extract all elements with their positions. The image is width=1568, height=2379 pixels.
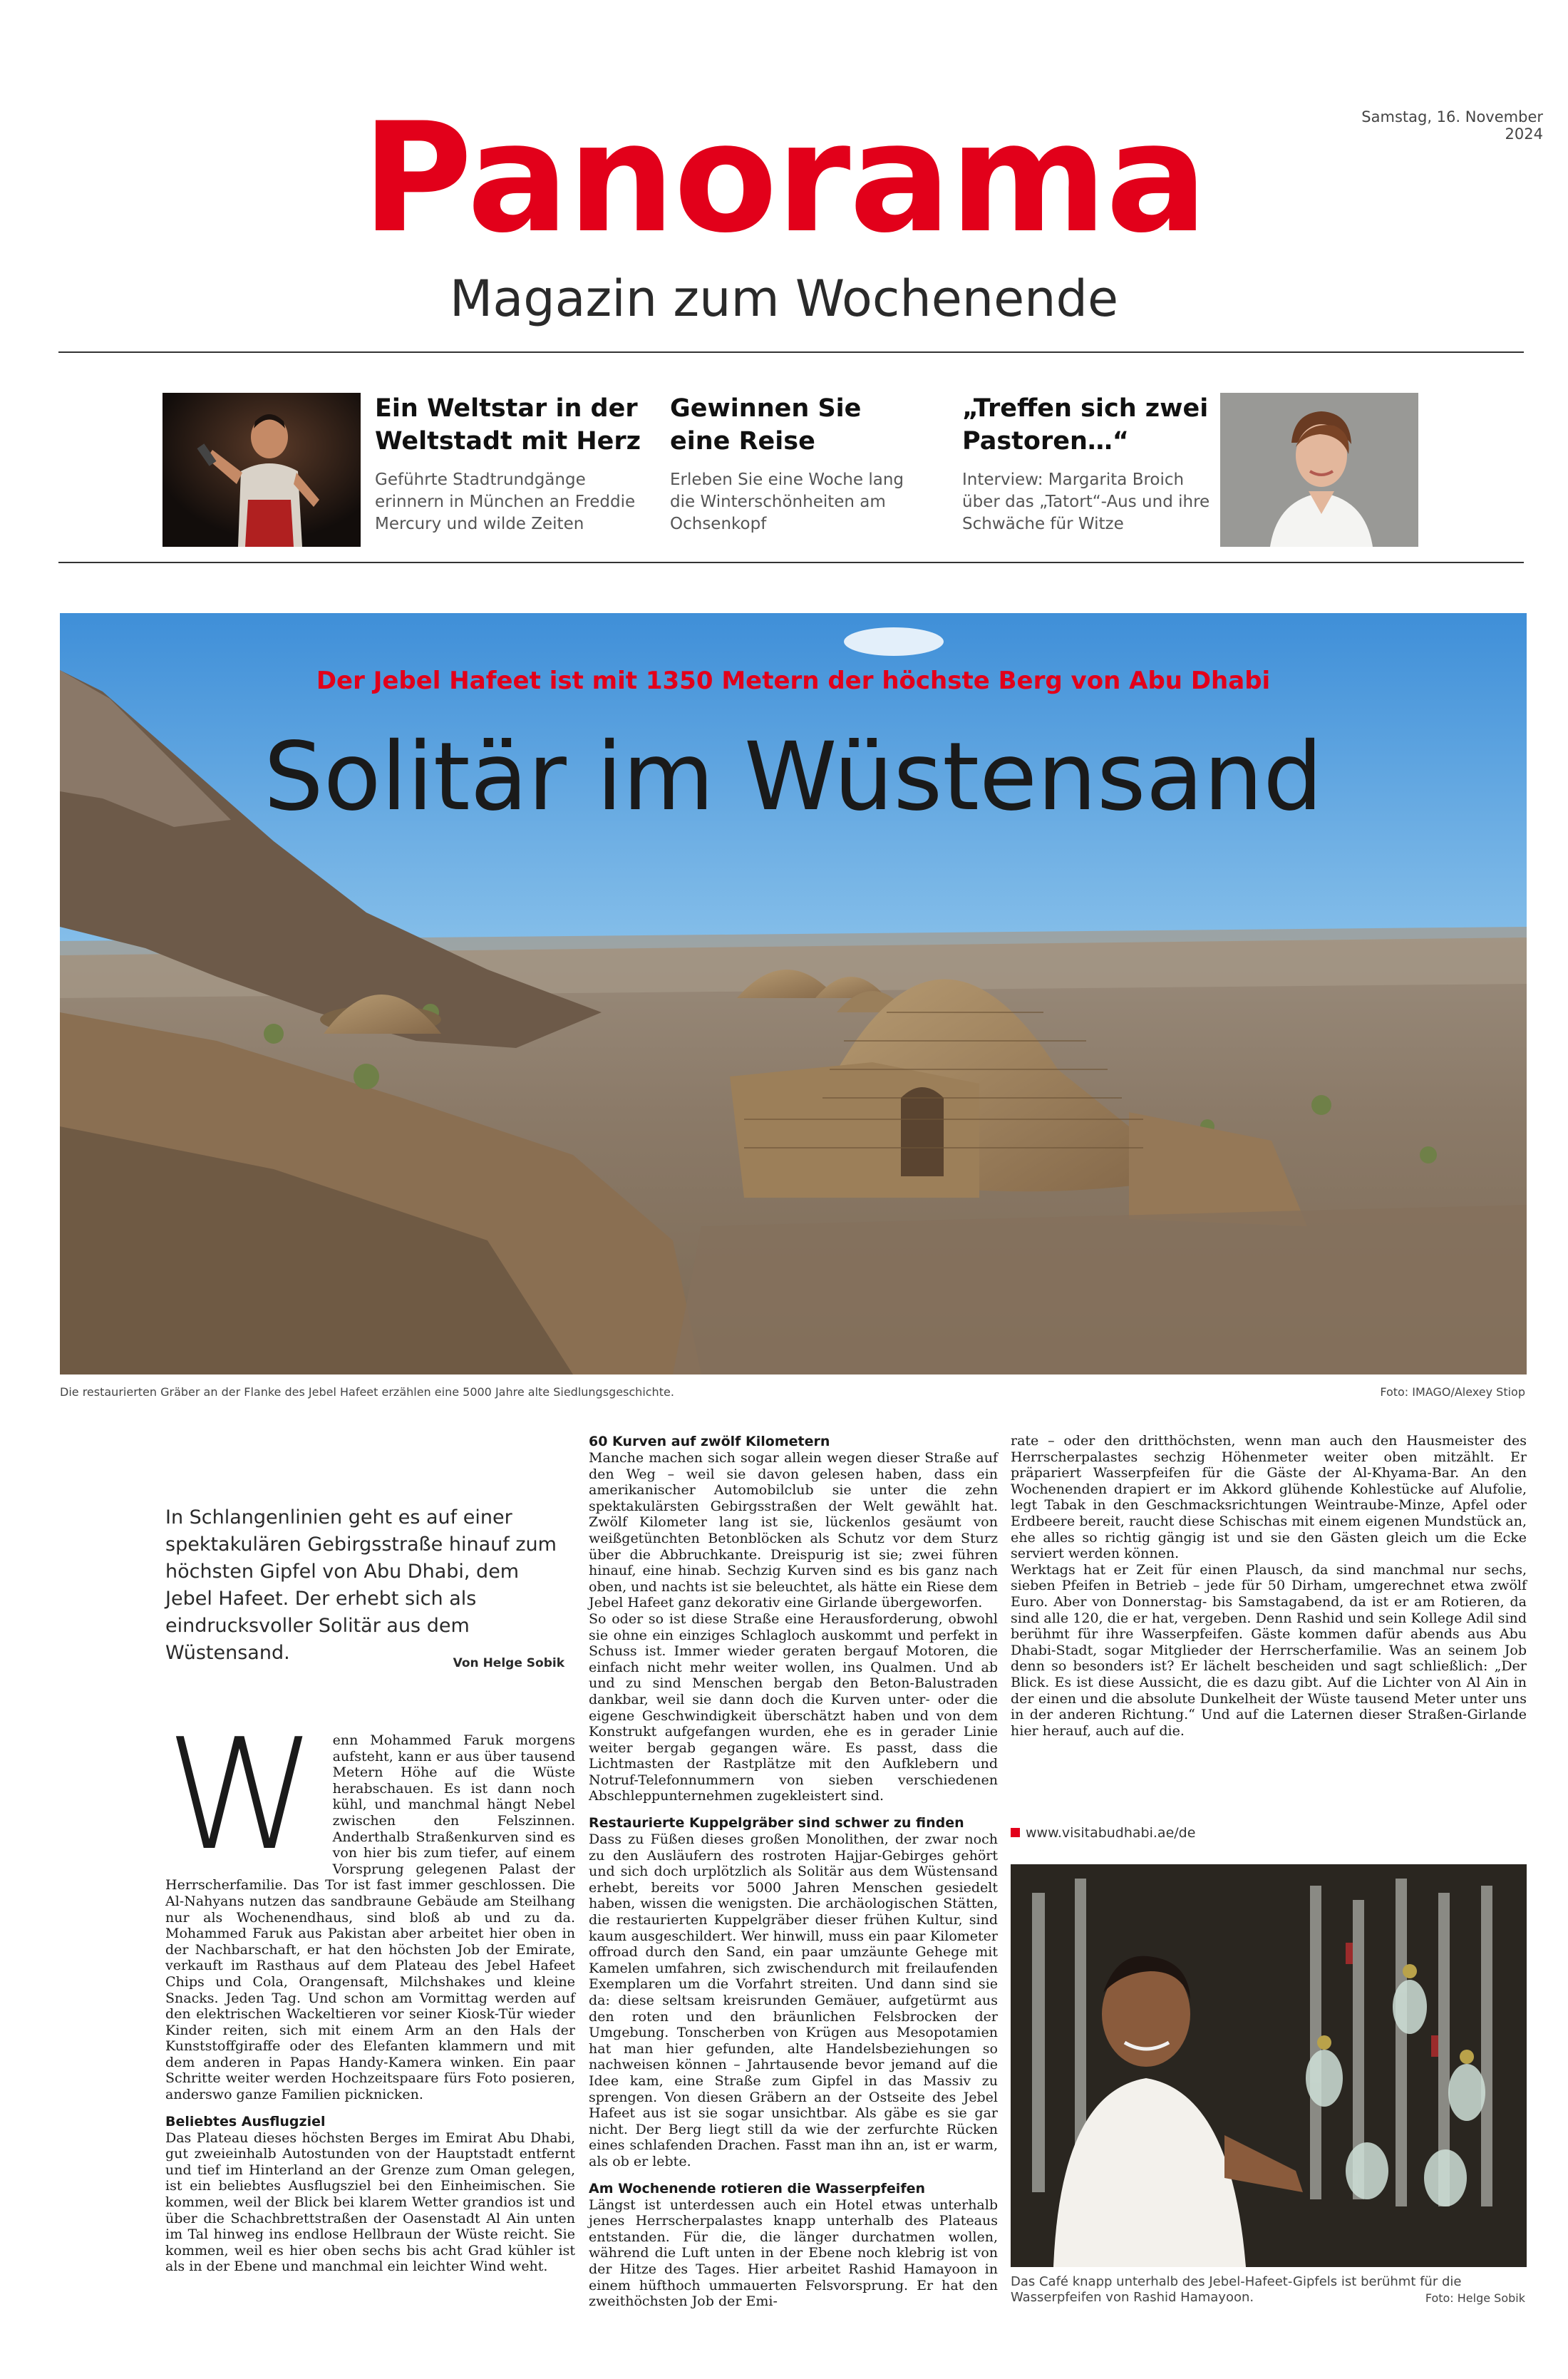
article-kicker: Der Jebel Hafeet ist mit 1350 Metern der höchste Berg von Abu Dhabi [316, 667, 1271, 695]
teaser-image-concert[interactable] [163, 393, 361, 547]
col2-paragraph-4: Längst ist unterdessen auch ein Hotel etwas unterhalb jenes Herrscherpalastes knapp unterhalb des Plateaus entstanden. Für die, die länger durchatmen wollen, während die Luft unten in der Ebene noch klebrig ist von der Hitze des Tages. Hier arbeitet Rashid Hamayoon in einem hüfthoch ummauerten Felsvorsprung. Er hat den zweithöchsten Job der Emi- [589, 2196, 998, 2310]
byline: Von Helge Sobik [453, 1656, 564, 1670]
col2-subheading-1: 60 Kurven auf zwölf Kilometern [589, 1434, 830, 1449]
masthead-rule [58, 351, 1524, 353]
dropcap: W [165, 1705, 317, 1884]
col2-subheading-2: Restaurierte Kuppelgräber sind schwer zu finden [589, 1815, 964, 1831]
col3-paragraph-2: Werktags hat er Zeit für einen Plausch, da sind manchmal nur sechs, sieben Pfeifen in Betrieb – jede für 50 Dirham, umgerechnet etwa zwölf Euro. Aber von Donnerstag- bis Samstagabend, da ist er am Rotieren, da sind alle 120, die er hat, vergeben. Denn Rashid und sein Kollege Adil sind berühmt für ihre Wasserpfeifen. Gäste kommen dafür abends aus Abu Dhabi-Stadt, sogar Mitglieder der Herrscherfamilie. Was an seinem Job denn so besonders ist? Er lächelt bescheiden und sagt schließlich: „Der Blick. Es ist diese Aussicht, die es dazu gibt. Auf die Lichter von Al Ain in der einen und die absolute Dunkelheit der Wüste tausend Meter unter uns in der anderen Richtung.“ Und auf die Laternen dieser Straßen-Girlande hier herauf, auch auf die. [1011, 1561, 1527, 1739]
info-link[interactable] [1011, 1825, 1195, 1841]
issue-date: Samstag, 16. November 2024 [1361, 108, 1543, 143]
col2-paragraph-1: Manche machen sich sogar allein wegen dieser Straße auf den Weg – weil sie davon gelesen haben, dass ein amerikanischer Automobilclub sie unter die zehn spektakulärsten Gebirgsstraßen der Welt gewählt hat. Zwölf Kilometer lang ist sie, lückenlos gesäumt von weißgetünchten Betonblöcken als Schutz vor dem Sturz über die Abbruchkante. Dreispurig ist sie; zwei führen hinauf, eine hinab. Sechzig Kurven sind es bis ganz nach oben, und nachts ist sie beleuchtet, als hätte ein Riese dem Jebel Hafeet ganz dekorativ eine Girlande übergeworfen. [589, 1450, 998, 1611]
teaser-text-weltstar: Geführte Stadtrundgänge erinnern in München an Freddie Mercury und wilde Zeiten [375, 471, 636, 533]
link-text[interactable]: www.visitabudhabi.ae/de [1026, 1825, 1196, 1841]
lead-text: In Schlangenlinien geht es auf einer spektakulären Gebirgsstraße hinauf zum höchsten Gipfel von Abu Dhabi, dem Jebel Hafeet. Der erhebt sich als eindrucksvoller Solitär aus dem Wüstensand. [165, 1506, 557, 1664]
teaser-text-pastoren: Interview: Margarita Broich über das „Tatort“-Aus und ihre Schwäche für Witze [962, 471, 1210, 533]
photo-caption: Das Café knapp unterhalb des Jebel-Hafeet-Gipfels ist berühmt für die Wasserpfeifen von Rashid Hamayoon. [1011, 2274, 1462, 2305]
article-column-3 [1011, 1433, 1527, 1739]
masthead-title: Panorama [361, 90, 1207, 266]
teaser-title-reise[interactable]: Gewinnen Sie eine Reise [670, 394, 862, 456]
col1-subheading: Beliebtes Ausflugziel [165, 2113, 326, 2129]
col1-paragraph-2: Das Plateau dieses höchsten Berges im Emirat Abu Dhabi, gut zweieinhalb Autostunden von der Hauptstadt entfernt und tief im Hinterland an der Grenze zum Oman gelegen, ist ein beliebtes Ausflugsziel bei den Einheimischen. Sie kommen, weil der Blick bei klarem Wetter grandios ist und über die Schachbrettstraßen der Oasenstadt Al Ain unten im Tal hinweg ins endlose Hellbraun der Wüste reicht. Sie kommen, weil es hier oben sechs bis acht Grad kühler ist als in der Ebene und manchmal ein leichter Wind weht. [165, 2129, 575, 2275]
teaser-title-weltstar[interactable]: Ein Weltstar in der Weltstadt mit Herz [375, 394, 641, 456]
article-lead [165, 1504, 564, 1677]
teaser-title-pastoren[interactable]: „Treffen sich zwei Pastoren…“ [962, 394, 1209, 456]
col2-paragraph-2: So oder so ist diese Straße eine Herausforderung, obwohl sie ohne ein einziges Schlagloch auskommt und perfekt in Schuss ist. Immer wieder geraten bergauf Motoren, die einfach nicht mehr weiter wollen, ins Qualmen. Und ab und zu sind Menschen bergab den Beton-Balustraden dankbar, weil sie dann doch die Kurven unter- oder die eigene Geschwindigkeit überschätzt haben und von dem Konstrukt aufgefangen wurden, ehe es in gerader Linie weiter bergab gegangen wäre. Es passt, dass die Lichtmasten der Rastplätze mit den Aufklebern und Notruf-Telefonnummern von sieben verschiedenen Abschleppunternehmen zugekleistert sind. [589, 1610, 998, 1804]
col1-paragraph-1: enn Mohammed Faruk morgens aufsteht, kann er aus über tausend Metern Höhe auf die Wüste herabschauen. Es ist dann noch kühl, und manchmal hängt Nebel zwischen den Felszinnen. Anderthalb Straßenkurven sind es von hier bis zum tiefer, auf einem Vorsprung gelegenen Palast der Herrscherfamilie. Das Tor ist fast immer geschlossen. Die Al-Nahyans nutzen das sandbraune Gebäude am Steilhang nur als Wochenendhaus, sind bloß ab und zu da. Mohammed Faruk aus Pakistan aber arbeitet hier oben in der Nachbarschaft, er hat den höchsten Job der Emirate, verkauft im Rasthaus auf dem Plateau des Jebel Hafeet Chips und Cola, Orangensaft, Milchshakes und kleine Snacks. Jeden Tag. Und schon am Vormittag werden auf den elektrischen Wackeltieren vor seiner Kiosk-Tür wieder Kinder reiten, sich mit einem Arm an den Hals der Kunststoffgiraffe oder des Elefanten klammern und mit dem anderen in Papas Handy-Kamera winken. Ein paar Schritte weiter werden Hochzeitspaare fürs Foto posieren, anderswo ganze Familien picknicken. [165, 1732, 575, 2103]
col2-subheading-3: Am Wochenende rotieren die Wasserpfeifen [589, 2180, 926, 2196]
hero-caption: Die restaurierten Gräber an der Flanke des Jebel Hafeet erzählen eine 5000 Jahre alte Siedlungsgeschichte. [60, 1385, 674, 1399]
link-bullet-icon [1011, 1828, 1020, 1837]
teaser-text-reise: Erleben Sie eine Woche lang die Winterschönheiten am Ochsenkopf [670, 471, 904, 533]
photo-credit: Foto: Helge Sobik [1425, 2291, 1525, 2305]
photo-hookah-cafe[interactable] [1011, 1864, 1527, 2267]
col2-paragraph-3: Dass zu Füßen dieses großen Monolithen, der zwar noch zu den Ausläufern des rostroten Hajjar-Gebirges gehört und sich doch urplötzlich als Solitär aus dem Wüstensand erhebt, bereits vor 5000 Jahren Menschen gesiedelt haben, wissen die wenigsten. Die archäologischen Stätten, die restaurierten Kuppelgräber dieser frühen Kultur, sind kaum ausgeschildert. Wer hinwill, muss ein paar Kilometer offroad durch den Sand, ein paar umzäunte Gehege mit Kamelen umfahren, sich zwischendurch mit freilaufenden Exemplaren um die Vorfahrt streiten. Und dann sind sie da: diese seltsam kreisrunden Gemäuer, aufgetürmt aus den roten und den bräunlichen Felsbrocken der Umgebung. Tonscherben von Krügen aus Mesopotamien hat man hier gefunden, alte Handelsbeziehungen so nachweisen können – Jahrtausende bevor jemand auf die Idee kam, eine Straße zum Gipfel in das Massiv zu sprengen. Von diesen Gräbern an der Ostseite des Jebel Hafeet aus ist sie sogar unsichtbar. Als gäbe es sie gar nicht. Der Berg liegt still da wie der zerfurchte Rücken eines schlafenden Drachen. Fasst man ihn an, ist er warm, als ob er lebte. [589, 1831, 998, 2169]
article-column-2 [589, 1433, 998, 2310]
masthead-subtitle: Magazin zum Wochenende [449, 269, 1119, 328]
teaser-rule [58, 562, 1524, 563]
col3-paragraph-1: rate – oder den dritthöchsten, wenn man auch den Hausmeister des Herrscherpalastes sechzig Höhenmeter weiter oben mitzählt. Er präpariert Wasserpfeifen für die Gäste der Al-Khyama-Bar. An den Wochenenden drapiert er im Akkord glühende Kohlestücke auf Alufolie, legt Tabak in den Geschmacksrichtungen Weintraube-Minze, Apfel oder Erdbeere bereit, raucht diese Schischas mit einem eigenen Mundstück an, ehe alles so richtig gängig ist und sie den Gästen gleich um die Ecke serviert werden können. [1011, 1433, 1527, 1562]
teaser-image-portrait[interactable] [1220, 393, 1418, 547]
article-headline: Solitär im Wüstensand [264, 722, 1323, 832]
hero-credit: Foto: IMAGO/Alexey Stiop [1380, 1385, 1525, 1399]
article-column-1 [165, 1705, 575, 2275]
